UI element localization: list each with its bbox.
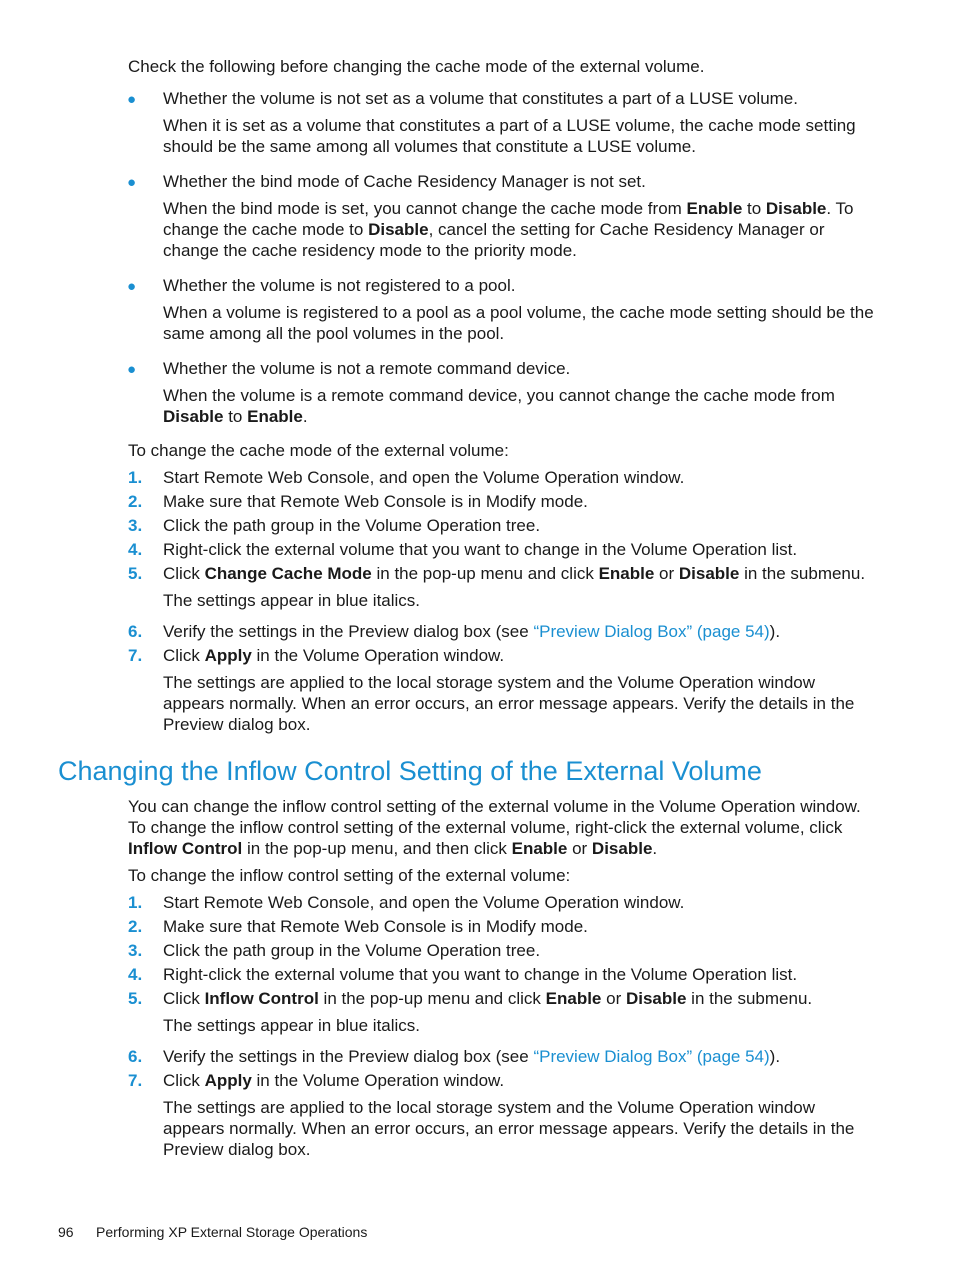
- bullet-icon: ●: [127, 174, 137, 191]
- step-number: 2.: [128, 492, 143, 511]
- step-text: Right-click the external volume that you want to change in the Volume Operation list.: [163, 540, 798, 559]
- preview-dialog-link[interactable]: “Preview Dialog Box” (page 54): [533, 1047, 770, 1066]
- step-number: 4.: [128, 965, 143, 984]
- step-text: Verify the settings in the Preview dialog box (see “Preview Dialog Box” (page 54)).: [163, 1047, 781, 1066]
- footer-title: Performing XP External Storage Operations: [96, 1224, 368, 1240]
- step-text: Click Change Cache Mode in the pop-up menu and click Enable or Disable in the submenu.: [163, 564, 866, 583]
- step-note: The settings appear in blue italics.: [163, 1016, 421, 1035]
- bullet-title: Whether the volume is not set as a volume that constitutes a part of a LUSE volume.: [163, 89, 798, 108]
- bullet-icon: ●: [127, 91, 137, 108]
- step-number: 1.: [128, 893, 143, 912]
- section-heading: Changing the Inflow Control Setting of the External Volume: [58, 756, 762, 786]
- bullet-icon: ●: [127, 278, 137, 295]
- page-footer: [58, 1222, 367, 1242]
- step-number: 3.: [128, 941, 143, 960]
- bullet-detail: When the volume is a remote command device, you cannot change the cache mode from Disable to Enable.: [163, 386, 835, 426]
- step-number: 6.: [128, 1047, 143, 1066]
- bullet-title: Whether the bind mode of Cache Residency Manager is not set.: [163, 172, 646, 191]
- step-number: 5.: [128, 989, 143, 1008]
- step-text: Start Remote Web Console, and open the Volume Operation window.: [163, 893, 685, 912]
- steps-intro: To change the inflow control setting of the external volume:: [128, 866, 571, 885]
- bullet-detail: When a volume is registered to a pool as a pool volume, the cache mode setting should be the same among all the pool volumes in the pool.: [163, 303, 874, 343]
- preview-dialog-link[interactable]: “Preview Dialog Box” (page 54): [533, 622, 770, 641]
- bullet-icon: ●: [127, 361, 137, 378]
- steps-intro: To change the cache mode of the external volume:: [128, 441, 509, 460]
- step-text: Click Inflow Control in the pop-up menu and click Enable or Disable in the submenu.: [163, 989, 813, 1008]
- step-text: Click Apply in the Volume Operation window.: [163, 646, 505, 665]
- step-number: 2.: [128, 917, 143, 936]
- intro-paragraph: Check the following before changing the cache mode of the external volume.: [128, 57, 705, 76]
- step-number: 5.: [128, 564, 143, 583]
- section-intro: You can change the inflow control setting of the external volume in the Volume Operation window. To change the inflow control setting of the external volume, right-click the external volume, click Inflow Control in the pop-up menu, and then click Enable or Disable.: [128, 797, 861, 858]
- step-number: 1.: [128, 468, 143, 487]
- step-note: The settings are applied to the local storage system and the Volume Operation window appears normally. When an error occurs, an error message appears. Verify the details in the Preview dialog box.: [163, 1098, 855, 1159]
- step-number: 7.: [128, 1071, 143, 1090]
- bullet-detail: When the bind mode is set, you cannot change the cache mode from Enable to Disable. To change the cache mode to Disable, cancel the setting for Cache Residency Manager or change the cache residency mode to the priority mode.: [163, 199, 854, 260]
- step-text: Click the path group in the Volume Operation tree.: [163, 516, 541, 535]
- step-text: Click Apply in the Volume Operation window.: [163, 1071, 505, 1090]
- step-number: 6.: [128, 622, 143, 641]
- step-text: Start Remote Web Console, and open the Volume Operation window.: [163, 468, 685, 487]
- step-note: The settings are applied to the local storage system and the Volume Operation window appears normally. When an error occurs, an error message appears. Verify the details in the Preview dialog box.: [163, 673, 855, 734]
- step-note: The settings appear in blue italics.: [163, 591, 421, 610]
- step-number: 3.: [128, 516, 143, 535]
- bullet-title: Whether the volume is not registered to a pool.: [163, 276, 516, 295]
- step-text: Click the path group in the Volume Operation tree.: [163, 941, 541, 960]
- step-text: Verify the settings in the Preview dialog box (see “Preview Dialog Box” (page 54)).: [163, 622, 781, 641]
- step-number: 7.: [128, 646, 143, 665]
- page-number: 96: [58, 1224, 74, 1240]
- step-number: 4.: [128, 540, 143, 559]
- step-text: Right-click the external volume that you want to change in the Volume Operation list.: [163, 965, 798, 984]
- bullet-title: Whether the volume is not a remote command device.: [163, 359, 571, 378]
- step-text: Make sure that Remote Web Console is in Modify mode.: [163, 917, 588, 936]
- step-text: Make sure that Remote Web Console is in Modify mode.: [163, 492, 588, 511]
- bullet-detail: When it is set as a volume that constitutes a part of a LUSE volume, the cache mode setting should be the same among all volumes that constitute a LUSE volume.: [163, 116, 856, 156]
